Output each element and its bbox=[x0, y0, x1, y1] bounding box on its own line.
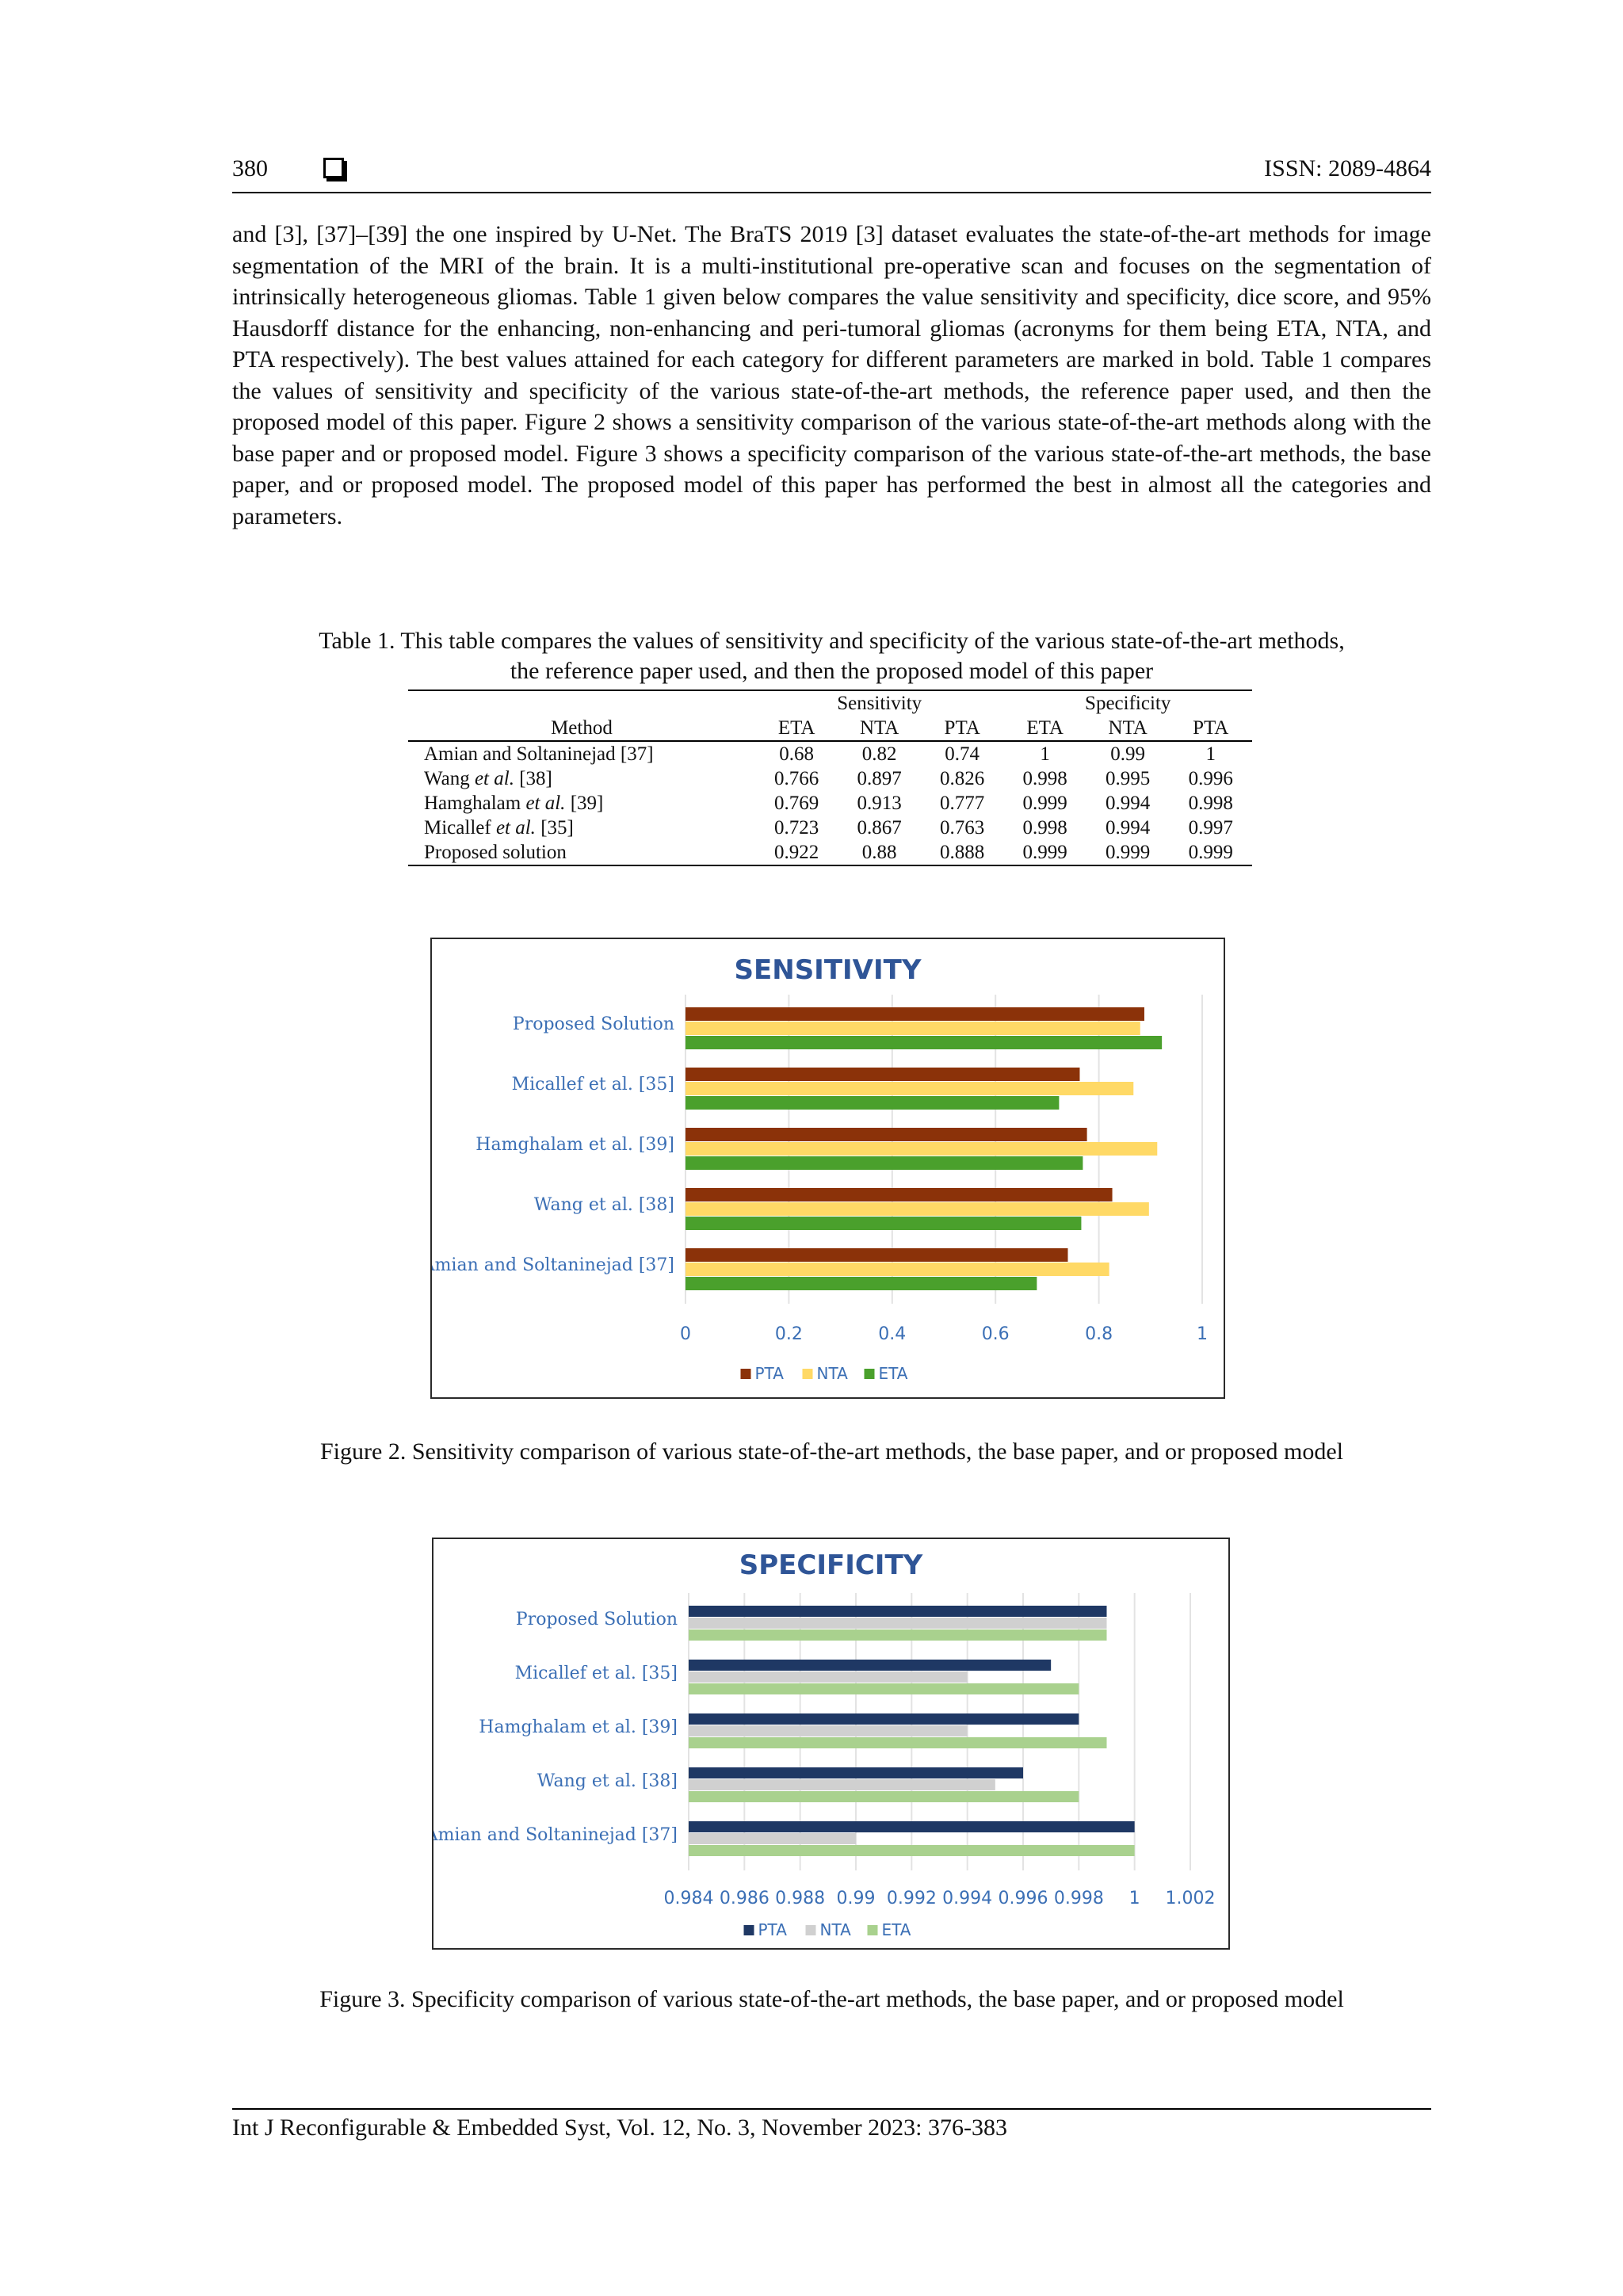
tick-label: 0.8 bbox=[1085, 1324, 1113, 1344]
bar-nta bbox=[685, 1022, 1140, 1035]
table1-cell: 0.68 bbox=[779, 743, 815, 765]
table1-method: Wang et al. [38] bbox=[424, 768, 552, 789]
table1-method: Amian and Soltaninejad [37] bbox=[424, 743, 654, 765]
table1-method: Micallef et al. [35] bbox=[424, 817, 574, 839]
table-row bbox=[408, 840, 1252, 865]
bar-pta bbox=[689, 1767, 1023, 1778]
bar-eta bbox=[689, 1737, 1107, 1748]
tick-label: 1 bbox=[1128, 1889, 1140, 1908]
table1-cell: 0.777 bbox=[940, 793, 985, 814]
table1-cell: 0.922 bbox=[774, 842, 819, 863]
table1-cell: 0.995 bbox=[1106, 768, 1151, 789]
bar-nta bbox=[689, 1725, 968, 1736]
bar-pta bbox=[689, 1821, 1135, 1832]
table1-cell: 1 bbox=[1040, 743, 1050, 765]
category-label: Wang et al. [38] bbox=[537, 1771, 678, 1791]
figure2-caption: Figure 2. Sensitivity comparison of various state-of-the-art methods, the base paper, and or proposed model bbox=[320, 1438, 1343, 1465]
bar-nta bbox=[689, 1671, 968, 1683]
bar-eta bbox=[685, 1156, 1083, 1170]
bar-pta bbox=[685, 1248, 1067, 1262]
table1-cell: 0.997 bbox=[1188, 817, 1233, 839]
bar-pta bbox=[685, 1128, 1087, 1141]
table-row bbox=[408, 791, 1252, 816]
category-label: Micallef et al. [35] bbox=[511, 1075, 674, 1095]
chart-title: SENSITIVITY bbox=[734, 954, 922, 986]
bar-eta bbox=[689, 1845, 1135, 1856]
table1-col: PTA bbox=[1193, 717, 1229, 739]
tick-label: 1 bbox=[1197, 1324, 1208, 1344]
table1-cell: 0.994 bbox=[1106, 793, 1151, 814]
figure2-sensitivity-chart bbox=[430, 938, 1225, 1399]
legend-swatch bbox=[806, 1925, 816, 1935]
table1-method: Hamghalam et al. [39] bbox=[424, 793, 604, 814]
square-bullet-icon bbox=[323, 158, 344, 178]
legend-label: ETA bbox=[881, 1920, 911, 1939]
table1-group-specificity: Specificity bbox=[1085, 693, 1171, 714]
table-row bbox=[408, 741, 1252, 766]
bar-pta bbox=[685, 1007, 1144, 1021]
table1 bbox=[408, 690, 1252, 866]
table1-cell: 0.826 bbox=[940, 768, 985, 789]
table1-col-method: Method bbox=[551, 717, 613, 739]
legend-label: PTA bbox=[758, 1920, 787, 1939]
sensitivity-chart-svg bbox=[432, 939, 1224, 1397]
page-number: 380 bbox=[232, 155, 268, 181]
category-label: Micallef et al. [35] bbox=[514, 1664, 678, 1683]
bar-pta bbox=[689, 1606, 1107, 1617]
table1-cell: 0.723 bbox=[774, 817, 819, 839]
tick-label: 1.002 bbox=[1165, 1889, 1216, 1908]
body-paragraph: and [3], [37]–[39] the one inspired by U-Net. The BraTS 2019 [3] dataset evaluates the state-of-the-art methods for image segmentation of the MRI of the brain. It is a multi-institutional pre-operative scan and focuses on the segmentation of intrinsically heterogeneous gliomas. Table 1 given below compares the value sensitivity and specificity, dice score, and 95% Hausdorff distance for the enhancing, non-enhancing and peri-tumoral gliomas (acronyms for them being ETA, NTA, and PTA respectively). The best values attained for each category for different parameters are marked in bold. Table 1 compares the values of sensitivity and specificity of the various state-of-the-art methods, the reference paper used, and then the proposed model of this paper. Figure 2 shows a sensitivity comparison of the various state-of-the-art methods along with the base paper and or proposed model. Figure 3 shows a specificity comparison of the various state-of-the-art methods, the base paper, and or proposed model. The proposed model of this paper has performed the best in almost all the categories and parameters. bbox=[232, 221, 1431, 529]
legend-swatch bbox=[865, 1369, 875, 1379]
legend-label: ETA bbox=[878, 1364, 908, 1383]
legend-swatch bbox=[741, 1369, 751, 1379]
category-label: Hamghalam et al. [39] bbox=[475, 1135, 674, 1155]
table1-cell: 0.999 bbox=[1106, 842, 1151, 863]
page-footer: Int J Reconfigurable & Embedded Syst, Vol. 12, No. 3, November 2023: 376-383 bbox=[232, 2108, 1431, 2141]
tick-label: 0 bbox=[680, 1324, 691, 1344]
table1-col: NTA bbox=[1108, 717, 1148, 739]
figure3-specificity-chart bbox=[432, 1538, 1230, 1950]
bar-pta bbox=[689, 1713, 1079, 1725]
bar-eta bbox=[689, 1791, 1079, 1802]
bar-pta bbox=[685, 1188, 1113, 1201]
table1-cell: 0.888 bbox=[940, 842, 985, 863]
bar-nta bbox=[685, 1082, 1133, 1095]
table1-cell: 0.769 bbox=[774, 793, 819, 814]
bar-nta bbox=[685, 1142, 1157, 1156]
legend-swatch bbox=[868, 1925, 878, 1935]
table1-cell: 0.998 bbox=[1022, 817, 1067, 839]
tick-label: 0.99 bbox=[836, 1889, 876, 1908]
legend-label: NTA bbox=[816, 1364, 848, 1383]
table1-cell: 0.999 bbox=[1022, 842, 1067, 863]
tick-label: 0.998 bbox=[1053, 1889, 1104, 1908]
table1-cell: 0.999 bbox=[1188, 842, 1233, 863]
tick-label: 0.986 bbox=[719, 1889, 769, 1908]
legend-label: PTA bbox=[754, 1364, 784, 1383]
bar-nta bbox=[685, 1202, 1149, 1216]
bar-nta bbox=[689, 1618, 1107, 1629]
bar-eta bbox=[685, 1036, 1162, 1049]
table1-col: ETA bbox=[777, 717, 815, 739]
category-label: Amian and Soltaninejad [37] bbox=[433, 1825, 678, 1845]
tick-label: 0.994 bbox=[942, 1889, 993, 1908]
bar-eta bbox=[685, 1096, 1059, 1110]
table1-cell: 0.996 bbox=[1188, 768, 1233, 789]
issn: ISSN: 2089-4864 bbox=[1264, 155, 1431, 181]
bar-pta bbox=[689, 1660, 1051, 1671]
table1-cell: 0.88 bbox=[861, 842, 897, 863]
table1-cell: 0.766 bbox=[774, 768, 819, 789]
tick-label: 0.4 bbox=[878, 1324, 907, 1344]
table1-cell: 0.74 bbox=[945, 743, 980, 765]
table1-cell: 0.998 bbox=[1022, 768, 1067, 789]
table1-cell: 0.763 bbox=[940, 817, 985, 839]
table1-cell: 0.897 bbox=[857, 768, 902, 789]
category-label: Proposed Solution bbox=[515, 1610, 678, 1629]
legend-swatch bbox=[803, 1369, 813, 1379]
table1-cell: 0.99 bbox=[1110, 743, 1146, 765]
table1-caption-line1: Table 1. This table compares the values of sensitivity and specificity of the various state-of-the-art methods, bbox=[319, 628, 1345, 654]
table1-caption bbox=[232, 626, 1431, 686]
category-label: Proposed Solution bbox=[512, 1014, 674, 1034]
bar-pta bbox=[685, 1068, 1079, 1081]
bar-eta bbox=[685, 1277, 1037, 1290]
figure3-caption: Figure 3. Specificity comparison of various state-of-the-art methods, the base paper, and or proposed model bbox=[319, 1986, 1344, 2012]
table1-method: Proposed solution bbox=[424, 842, 567, 863]
table1-cell: 0.82 bbox=[861, 743, 897, 765]
specificity-chart-svg bbox=[433, 1539, 1228, 1948]
bar-nta bbox=[689, 1779, 995, 1790]
bar-eta bbox=[689, 1629, 1107, 1641]
table1-col: PTA bbox=[944, 717, 980, 739]
tick-label: 0.996 bbox=[998, 1889, 1048, 1908]
table1-cell: 1 bbox=[1205, 743, 1216, 765]
table1-cell: 0.998 bbox=[1188, 793, 1233, 814]
bar-eta bbox=[685, 1217, 1081, 1230]
table1-col: NTA bbox=[859, 717, 899, 739]
bar-nta bbox=[689, 1833, 856, 1844]
table1-cell: 0.999 bbox=[1022, 793, 1067, 814]
category-label: Hamghalam et al. [39] bbox=[479, 1717, 678, 1737]
bar-nta bbox=[685, 1263, 1109, 1276]
legend-swatch bbox=[744, 1925, 754, 1935]
tick-label: 0.2 bbox=[774, 1324, 803, 1344]
legend-label: NTA bbox=[819, 1920, 851, 1939]
page-header bbox=[232, 155, 1431, 193]
table-row bbox=[408, 816, 1252, 840]
chart-title: SPECIFICITY bbox=[739, 1549, 923, 1581]
tick-label: 0.988 bbox=[775, 1889, 826, 1908]
category-label: Wang et al. [38] bbox=[533, 1195, 674, 1215]
table1-col: ETA bbox=[1026, 717, 1064, 739]
bar-eta bbox=[689, 1683, 1079, 1694]
tick-label: 0.992 bbox=[886, 1889, 937, 1908]
table1-cell: 0.913 bbox=[857, 793, 902, 814]
tick-label: 0.6 bbox=[981, 1324, 1010, 1344]
table1-group-sensitivity: Sensitivity bbox=[837, 693, 922, 714]
table-row bbox=[408, 766, 1252, 791]
tick-label: 0.984 bbox=[663, 1889, 714, 1908]
table1-cell: 0.867 bbox=[857, 817, 902, 839]
table1-cell: 0.994 bbox=[1106, 817, 1151, 839]
table1-caption-line2: the reference paper used, and then the proposed model of this paper bbox=[510, 658, 1154, 684]
category-label: Amian and Soltaninejad [37] bbox=[432, 1255, 674, 1275]
